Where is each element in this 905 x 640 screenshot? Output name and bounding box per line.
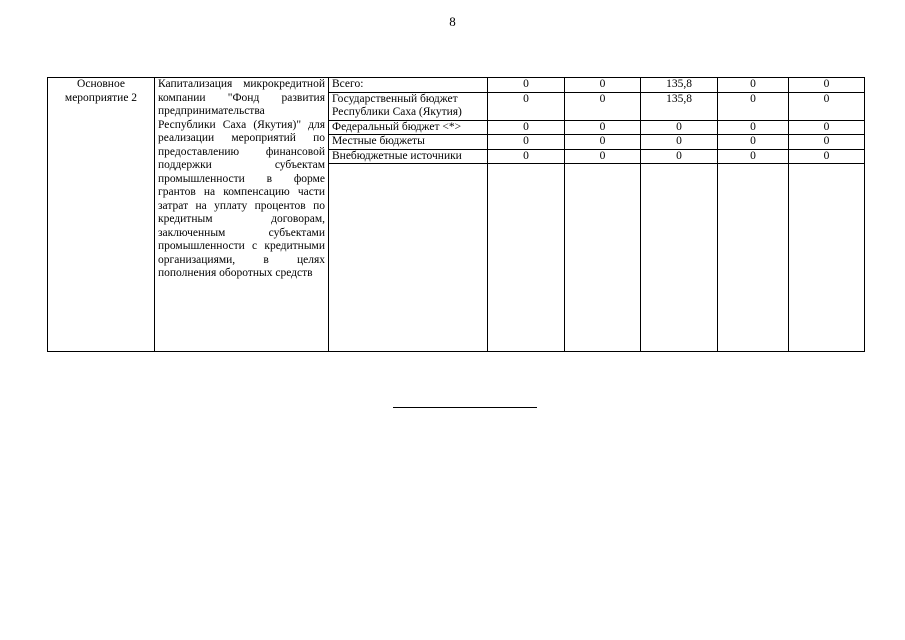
value-cell: 0	[641, 135, 718, 150]
value-cell: 0	[718, 120, 789, 135]
source-cell: Местные бюджеты	[329, 135, 488, 150]
value-cell: 0	[789, 92, 865, 120]
page-number: 8	[449, 14, 456, 29]
empty-cell	[329, 164, 488, 352]
empty-cell	[565, 164, 641, 352]
value-cell: 0	[488, 135, 565, 150]
value-cell: 0	[488, 92, 565, 120]
value-cell: 0	[565, 120, 641, 135]
value-cell: 135,8	[641, 92, 718, 120]
value-cell: 0	[718, 149, 789, 164]
source-cell: Государственный бюджет Республики Саха (Якутия)	[329, 92, 488, 120]
value-cell: 0	[718, 92, 789, 120]
value-cell: 0	[488, 78, 565, 93]
value-cell: 0	[789, 149, 865, 164]
value-cell: 0	[565, 149, 641, 164]
value-cell: 0	[488, 120, 565, 135]
measure-name-cell: Основное мероприятие 2	[48, 78, 155, 352]
value-cell: 0	[718, 135, 789, 150]
value-cell: 0	[789, 78, 865, 93]
end-of-document-rule	[393, 407, 537, 408]
empty-cell	[641, 164, 718, 352]
value-cell: 135,8	[641, 78, 718, 93]
measure-description-cell: Капитализация микрокредитной компании "Фонд развития предпринимательства Республики Саха (Якутия)" для реализации мероприятий по предоставлению финансовой поддержки субъектам промышленности в форме грантов на компенсацию части затрат на уплату процентов по кредитным договорам, заключенным субъектами промышленности с кредитными организациями, в целях пополнения оборотных средств	[155, 78, 329, 352]
source-cell: Федеральный бюджет <*>	[329, 120, 488, 135]
value-cell: 0	[488, 149, 565, 164]
table-row	[48, 78, 865, 93]
empty-cell	[488, 164, 565, 352]
source-cell: Внебюджетные источники	[329, 149, 488, 164]
value-cell: 0	[565, 92, 641, 120]
value-cell: 0	[718, 78, 789, 93]
value-cell: 0	[565, 78, 641, 93]
empty-cell	[789, 164, 865, 352]
financing-table	[47, 77, 865, 352]
value-cell: 0	[565, 135, 641, 150]
value-cell: 0	[641, 149, 718, 164]
empty-cell	[718, 164, 789, 352]
source-cell: Всего:	[329, 78, 488, 93]
value-cell: 0	[641, 120, 718, 135]
value-cell: 0	[789, 135, 865, 150]
value-cell: 0	[789, 120, 865, 135]
